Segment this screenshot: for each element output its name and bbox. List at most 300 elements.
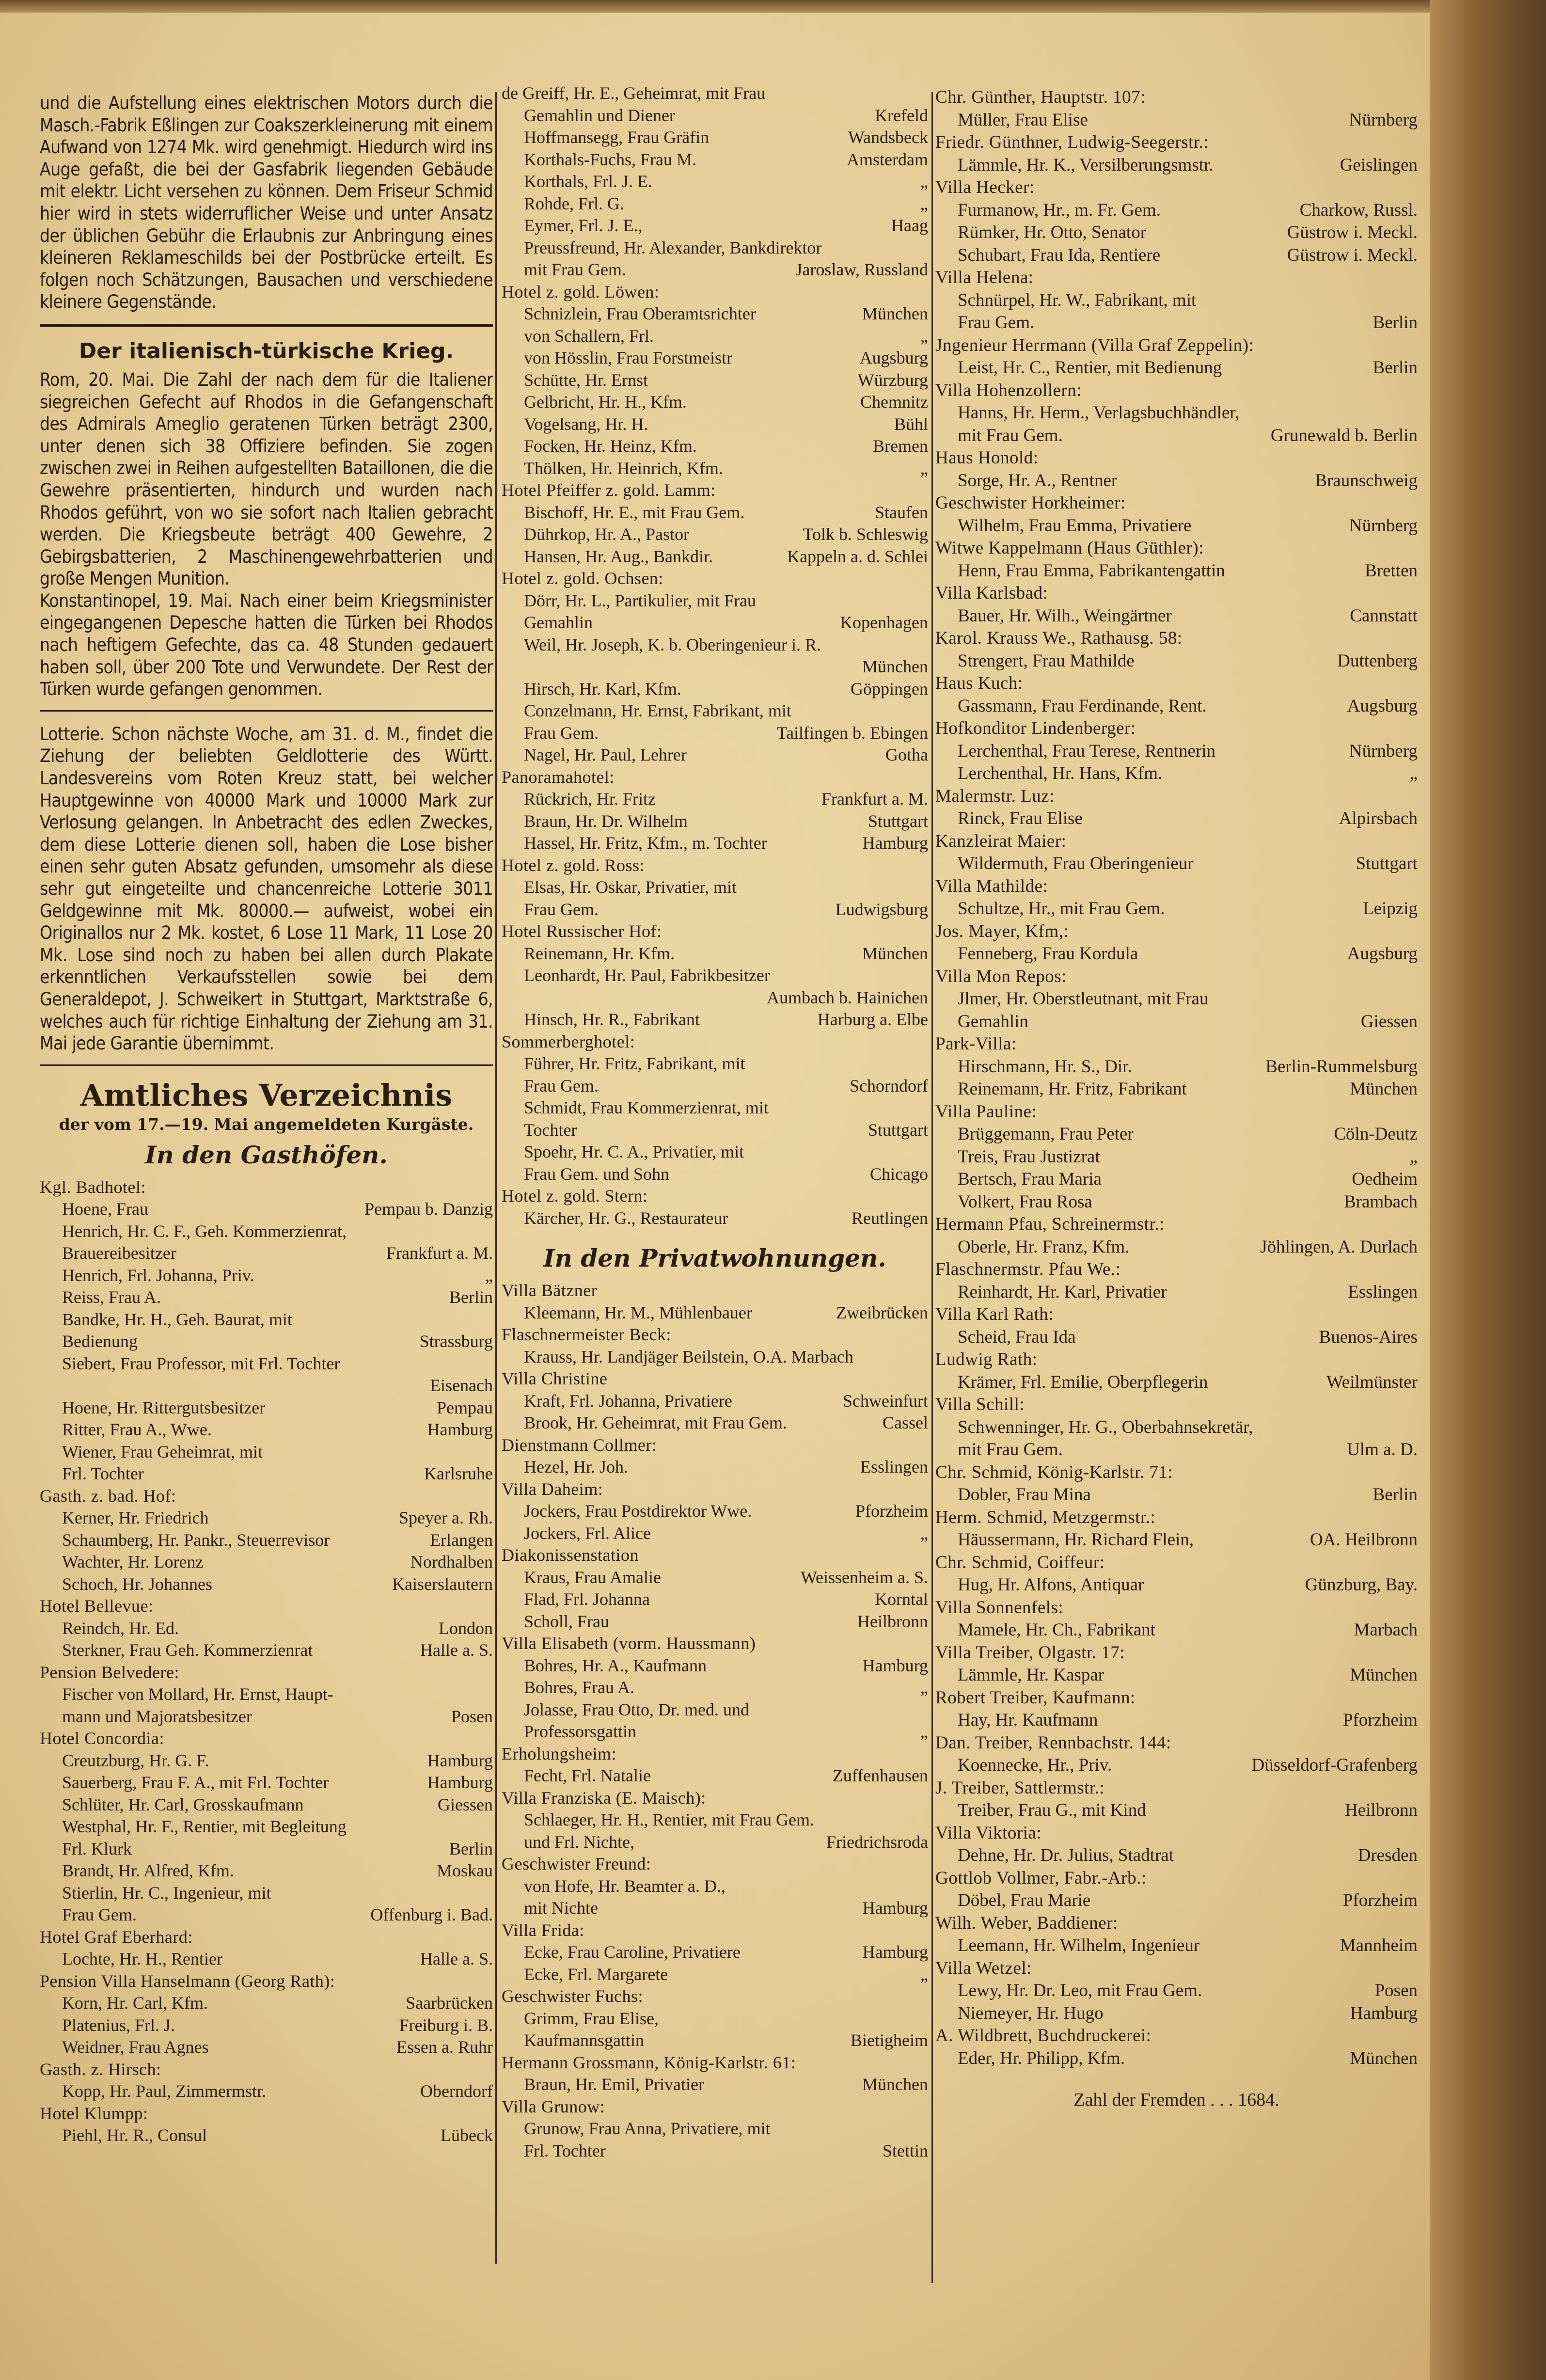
guest-entry <box>40 1860 493 1882</box>
guest-entry <box>502 1456 928 1478</box>
guest-entry <box>935 1281 1418 1304</box>
total-visitors: Zahl der Fremden . . . 1684. <box>1073 2090 1279 2110</box>
guest-hometown: Pempau <box>437 1397 493 1417</box>
guest-entry <box>935 1146 1418 1169</box>
guest-entry <box>935 222 1418 244</box>
guest-name: Braun, Hr. Emil, Privatier <box>524 2075 704 2094</box>
guest-entry <box>502 612 928 634</box>
guest-name: Treis, Frau Justizrat <box>958 1146 1100 1167</box>
guest-hometown: Berlin <box>1372 313 1418 333</box>
guest-hometown <box>1411 1416 1418 1439</box>
guest-entry <box>502 1588 928 1611</box>
guest-name: Bohres, Frau A. <box>524 1678 634 1697</box>
guest-entry <box>502 590 928 612</box>
guest-hometown: Pforzheim <box>1342 1890 1418 1910</box>
guest-name: Krämer, Frl. Emilie, Oberpflegerin <box>958 1372 1208 1392</box>
guest-entry <box>40 1772 493 1794</box>
guest-name: Korthals, Frl. J. E. <box>524 172 652 191</box>
guest-entry <box>40 1618 493 1640</box>
column-left <box>40 92 493 2147</box>
guest-hometown: Berlin <box>449 1287 493 1307</box>
guest-hometown: Reutlingen <box>852 1208 928 1228</box>
lodging-heading: Villa Hohenzollern: <box>935 380 1082 400</box>
guest-entry <box>502 1346 928 1368</box>
lodging-heading: Hotel Russischer Hof: <box>502 921 662 941</box>
guest-name: Korn, Hr. Carl, Kfm. <box>62 1993 208 2013</box>
guest-hometown: Marbach <box>1354 1620 1418 1640</box>
guest-name: Rückrich, Hr. Fritz <box>524 789 656 809</box>
lodging-heading: Geschwister Fuchs: <box>502 1986 643 2006</box>
guest-hometown: Dresden <box>1357 1845 1418 1865</box>
lodging-heading: Chr. Schmid, Coiffeur: <box>935 1552 1105 1572</box>
guest-entry <box>40 1397 493 1419</box>
guest-entry <box>502 259 928 281</box>
guest-entry <box>502 1611 928 1633</box>
guest-entry <box>935 1168 1418 1191</box>
guest-name: Döbel, Frau Marie <box>958 1890 1091 1910</box>
guest-entry <box>935 1416 1418 1439</box>
guest-name: Krauss, Hr. Landjäger Beilstein, O.A. Marbach <box>524 1347 853 1366</box>
guest-name: Volkert, Frau Rosa <box>958 1191 1092 1212</box>
guest-hometown: Esslingen <box>860 1457 928 1476</box>
guest-hometown: „ <box>920 326 928 346</box>
guest-name: Reinhardt, Hr. Karl, Privatier <box>958 1282 1167 1302</box>
lodging-heading: Villa Hecker: <box>935 177 1035 197</box>
guest-name: Professorsgattin <box>524 1722 636 1741</box>
column-middle <box>502 82 928 2162</box>
guest-name: Schlaeger, Hr. H., Rentier, mit Frau Gem. <box>524 1810 814 1829</box>
guest-hometown: Friedrichsroda <box>826 1832 928 1852</box>
guest-hometown: Offenburg i. Bad. <box>370 1905 493 1925</box>
lodging-heading: Hotel z. gold. Stern: <box>502 1186 648 1206</box>
lodging-heading: J. Treiber, Sattlermstr.: <box>935 1777 1105 1798</box>
guest-entry <box>502 2118 928 2140</box>
guest-name: Henn, Frau Emma, Fabrikantengattin <box>958 560 1225 581</box>
guest-name: Frl. Tochter <box>524 2141 606 2160</box>
guest-name: Frl. Klurk <box>62 1839 132 1858</box>
guest-name: Bauer, Hr. Wilh., Weingärtner <box>958 605 1172 626</box>
guest-hometown: Grunewald b. Berlin <box>1270 425 1418 445</box>
guest-hometown: Haag <box>891 216 928 235</box>
amtliches-verzeichnis-title: Amtliches Verzeichnis <box>80 1077 453 1113</box>
guest-hometown: „ <box>920 172 928 191</box>
guest-name: Hoene, Frau <box>62 1199 148 1219</box>
guest-name: Hassel, Hr. Fritz, Kfm., m. Tochter <box>524 833 767 853</box>
guest-name: Frau Gem. und Sohn <box>524 1164 669 1184</box>
guest-entry <box>40 1904 493 1926</box>
guest-entry <box>502 2030 928 2052</box>
guest-entry <box>502 413 928 436</box>
guest-name: Reiss, Frau A. <box>62 1287 161 1307</box>
guest-name: Lämmle, Hr. Kaspar <box>958 1665 1104 1685</box>
guest-entry <box>40 1948 493 1970</box>
guest-entry <box>40 1375 493 1397</box>
guest-entry <box>502 1567 928 1589</box>
guest-name: Ecke, Frl. Margarete <box>524 1964 668 1984</box>
guest-name: Hanns, Hr. Herm., Verlagsbuchhändler, <box>958 403 1240 423</box>
lodging-heading: Hotel z. gold. Ochsen: <box>502 569 663 588</box>
guest-hometown: München <box>1350 1665 1418 1685</box>
guest-entry <box>502 1765 928 1787</box>
guest-entry <box>935 1754 1418 1777</box>
section-privatwohnungen-heading: In den Privatwohnungen. <box>543 1244 886 1272</box>
guest-name: Henrich, Hr. C. F., Geh. Kommerzienrat, <box>62 1221 347 1241</box>
lodging-heading: Flaschnermstr. Pfau We.: <box>935 1259 1121 1279</box>
guest-hometown: Posen <box>1374 1981 1418 2000</box>
guest-hometown: Posen <box>451 1706 493 1726</box>
guest-name: mann und Majoratsbesitzer <box>62 1706 252 1726</box>
guest-name: Leemann, Hr. Wilhelm, Ingenieur <box>958 1936 1200 1955</box>
guest-hometown: Giessen <box>438 1794 493 1814</box>
guest-name: mit Frau Gem. <box>958 1440 1063 1460</box>
guest-hometown: Braunschweig <box>1315 470 1418 491</box>
guest-entry <box>502 325 928 348</box>
guest-name: Schoch, Hr. Johannes <box>62 1574 212 1594</box>
guest-hometown: Halle a. S. <box>420 1640 493 1660</box>
guest-hometown: Eisenach <box>430 1376 493 1396</box>
guest-hometown <box>921 700 928 722</box>
lodging-heading: Villa Christine <box>502 1369 608 1388</box>
guest-hometown: Geislingen <box>1340 155 1418 175</box>
guest-entry <box>935 695 1418 718</box>
guest-hometown: Düsseldorf-Grafenberg <box>1251 1755 1418 1775</box>
amtliches-verzeichnis-subtitle: der vom 17.—19. Mai angemeldeten Kurgäste. <box>59 1114 474 1134</box>
guest-entry <box>935 244 1418 267</box>
guest-name: Siebert, Frau Professor, mit Frl. Tochter <box>62 1353 340 1373</box>
guest-entry <box>502 1163 928 1186</box>
guest-name: Müller, Frau Elise <box>958 110 1088 130</box>
guest-hometown: Gotha <box>885 745 928 764</box>
guest-list-privat-part1 <box>502 1280 928 2162</box>
guest-hometown <box>921 1346 928 1368</box>
lodging-heading: Villa Elisabeth (vorm. Haussmann) <box>502 1634 756 1653</box>
guest-hometown: München <box>862 657 928 676</box>
guest-hometown <box>1411 402 1418 425</box>
guest-entry <box>502 1721 928 1743</box>
guest-entry <box>502 678 928 700</box>
guest-name: Hansen, Hr. Aug., Bankdir. <box>524 546 713 566</box>
guest-entry <box>40 1750 493 1772</box>
guest-entry <box>935 650 1418 673</box>
guest-entry <box>935 1529 1418 1552</box>
guest-name: Brook, Hr. Geheimrat, mit Frau Gem. <box>524 1413 787 1432</box>
lodging-heading: Karol. Krauss We., Rathausg. 58: <box>935 628 1183 648</box>
guest-hometown: Cannstatt <box>1350 605 1418 626</box>
guest-hometown <box>921 1875 928 1898</box>
guest-entry <box>935 1889 1418 1912</box>
guest-name: Bandke, Hr. H., Geh. Baurat, mit <box>62 1309 292 1329</box>
guest-hometown: Mannheim <box>1340 1936 1418 1955</box>
lodging-heading: A. Wildbrett, Buchdruckerei: <box>935 2026 1152 2046</box>
guest-entry <box>40 1992 493 2015</box>
guest-entry <box>502 1941 928 1964</box>
guest-entry <box>502 744 928 766</box>
guest-name: von Hösslin, Frau Forstmeistr <box>524 348 733 367</box>
guest-hometown: Oedheim <box>1352 1169 1418 1189</box>
guest-entry <box>935 425 1418 447</box>
guest-name: Wilhelm, Frau Emma, Privatiere <box>958 515 1192 536</box>
guest-name: Jockers, Frau Postdirektor Wwe. <box>524 1501 752 1521</box>
column-rule <box>931 92 933 2283</box>
guest-hometown: Erlangen <box>430 1530 493 1550</box>
guest-entry <box>40 2080 493 2103</box>
guest-name: Schaumberg, Hr. Pankr., Steuerrevisor <box>62 1530 330 1550</box>
guest-hometown: Jöhlingen, A. Durlach <box>1260 1237 1418 1257</box>
guest-entry <box>40 1507 493 1529</box>
guest-hometown: „ <box>920 1678 928 1697</box>
guest-entry <box>502 1075 928 1097</box>
guest-entry <box>502 105 928 127</box>
lodging-heading: Villa Wetzel: <box>935 1958 1032 1978</box>
guest-name: Frau Gem. <box>62 1905 137 1925</box>
guest-hometown: Berlin <box>449 1839 493 1858</box>
guest-entry <box>40 1683 493 1706</box>
lodging-heading: Villa Viktoria: <box>935 1823 1042 1843</box>
lodging-heading: Friedr. Günthner, Ludwig-Seegerstr.: <box>935 132 1209 152</box>
guest-hometown: Buenos-Aires <box>1319 1327 1418 1347</box>
guest-name: Frau Gem. <box>524 899 599 919</box>
lodging-heading: Jos. Mayer, Kfm,: <box>935 921 1069 941</box>
guest-name: Schnizlein, Frau Oberamtsrichter <box>524 304 756 323</box>
guest-name: Braun, Hr. Dr. Wilhelm <box>524 811 688 831</box>
guest-name: Piehl, Hr. R., Consul <box>62 2126 207 2145</box>
lodging-heading: Dan. Treiber, Rennbachstr. 144: <box>935 1732 1171 1753</box>
guest-entry <box>502 237 928 259</box>
guest-name: Brüggemann, Frau Peter <box>958 1124 1134 1144</box>
guest-entry <box>502 1500 928 1523</box>
guest-hometown: Harburg a. Elbe <box>817 1010 928 1029</box>
guest-hometown <box>486 1353 493 1375</box>
guest-hometown: Schweinfurt <box>843 1391 928 1411</box>
guest-hometown: Hamburg <box>862 833 928 853</box>
guest-entry <box>935 1664 1418 1687</box>
war-heading: Der italienisch-türkische Krieg. <box>79 338 454 364</box>
guest-hometown: Chemnitz <box>860 392 928 412</box>
guest-name: Grimm, Frau Elise, <box>524 2008 659 2028</box>
guest-name: und Frl. Nichte, <box>524 1832 634 1852</box>
guest-hometown: Aumbach b. Hainichen <box>767 987 928 1007</box>
guest-entry <box>502 347 928 369</box>
guest-entry <box>935 1709 1418 1732</box>
divider-rule <box>40 1064 493 1066</box>
lodging-heading: Jngenieur Herrmann (Villa Graf Zeppelin): <box>935 335 1254 355</box>
guest-name: Schwenninger, Hr. G., Oberbahnsekretär, <box>958 1417 1253 1437</box>
guest-entry <box>40 1221 493 1243</box>
guest-name: Dührkop, Hr. A., Pastor <box>524 524 689 544</box>
guest-hometown: Alpirsbach <box>1339 809 1418 828</box>
guest-name: Lerchenthal, Frau Terese, Rentnerin <box>958 741 1215 761</box>
divider-rule <box>40 710 493 712</box>
guest-entry <box>935 762 1418 785</box>
guest-entry <box>40 1242 493 1265</box>
guest-hometown: Nürnberg <box>1349 515 1418 536</box>
guest-entry <box>40 1794 493 1816</box>
lodging-heading: Hotel z. gold. Löwen: <box>502 282 660 301</box>
guest-entry <box>935 988 1418 1011</box>
guest-entry <box>502 832 928 855</box>
guest-hometown: Ludwigsburg <box>835 899 928 919</box>
guest-hometown: „ <box>485 1265 493 1285</box>
guest-name: Rümker, Hr. Otto, Senator <box>958 222 1147 242</box>
guest-name: mit Frau Gem. <box>524 260 626 279</box>
guest-entry <box>502 656 928 678</box>
guest-hometown: Kaiserslautern <box>392 1574 493 1594</box>
guest-hometown: Strassburg <box>419 1332 493 1351</box>
guest-entry <box>40 1882 493 1904</box>
guest-name: Schultze, Hr., mit Frau Gem. <box>958 899 1165 919</box>
guest-hometown: „ <box>920 1523 928 1543</box>
guest-name: Ritter, Frau A., Wwe. <box>62 1420 212 1440</box>
guest-hometown: Oberndorf <box>420 2081 493 2101</box>
guest-name: Kleemann, Hr. M., Mühlenbauer <box>524 1302 752 1322</box>
guest-hometown: Saarbrücken <box>406 1993 493 2013</box>
guest-name: Gemahlin <box>958 1011 1028 1031</box>
war-article-rome: Rom, 20. Mai. Die Zahl der nach dem für die Italiener siegreichen Gefecht auf Rhodos in die Gefangenschaft des Admirals Ameglio geratenen Türken beträgt 2300, unter denen sich 38 Offiziere befinden. Sie zogen zwischen zwei in Reihen aufgestellten Bataillonen, die die Gewehre präsentierten, hindurch und wurden nach Rhodos geführt, von wo sie sofort nach Italien gebracht werden. Die Kriegsbeute beträgt 400 Gewehre, 2 Gebirgsbatterien, 2 Maschinengewehrbatterien und große Mengen Munition. <box>40 369 493 589</box>
guest-hometown: München <box>862 2075 928 2094</box>
guest-name: Dörr, Hr. L., Partikulier, mit Frau <box>524 590 757 610</box>
guest-entry <box>502 722 928 745</box>
guest-hometown: Bühl <box>894 414 928 434</box>
guest-name: Wachter, Hr. Lorenz <box>62 1552 204 1572</box>
guest-hometown: Bietigheim <box>851 2031 928 2050</box>
guest-entry <box>502 1875 928 1898</box>
guest-entry <box>935 2002 1418 2025</box>
guest-hometown: Nürnberg <box>1349 741 1418 761</box>
lodging-heading: Villa Grunow: <box>502 2096 605 2116</box>
guest-hometown: Würzburg <box>857 370 928 390</box>
guest-entry <box>502 127 928 149</box>
guest-hometown <box>921 237 928 259</box>
guest-entry <box>40 1838 493 1860</box>
guest-name: Wiener, Frau Geheimrat, mit <box>62 1442 263 1461</box>
guest-hometown: Nordhalben <box>410 1552 493 1572</box>
guest-name: Häussermann, Hr. Richard Flein, <box>958 1530 1194 1550</box>
guest-entry <box>502 1523 928 1545</box>
divider-rule <box>40 324 493 327</box>
lodging-heading: Panoramahotel: <box>502 767 615 787</box>
guest-hometown: Brambach <box>1343 1191 1418 1212</box>
guest-name: Fecht, Frl. Natalie <box>524 1766 651 1785</box>
guest-entry <box>935 1799 1418 1822</box>
guest-entry <box>502 1302 928 1324</box>
guest-entry <box>502 899 928 921</box>
guest-name: von Schallern, Frl. <box>524 326 654 346</box>
guest-entry <box>935 402 1418 425</box>
lodging-heading: Ludwig Rath: <box>935 1349 1038 1369</box>
lodging-heading: Hotel Pfeiffer z. gold. Lamm: <box>502 480 716 500</box>
guest-entry <box>40 1529 493 1552</box>
guest-entry <box>502 1677 928 1699</box>
guest-name: Jlmer, Hr. Oberstleutnant, mit Frau <box>958 989 1209 1009</box>
lodging-heading: Haus Honold: <box>935 448 1039 468</box>
lotterie-article: Lotterie. Schon nächste Woche, am 31. d. M., findet die Ziehung der beliebten Geldlotterie des Württ. Landesvereins vom Roten Kreuz statt, bei welcher Hauptgewinne von 40000 Mark und 10000 Mark zur Verlosung gelangen. In Anbetracht des edlen Zweckes, dem diese Lotterie dienen soll, haben die Lose bisher einen sehr guten Absatz gefunden, umsomehr als diese sehr gut eingeteilte und chancenreiche Lotterie 3011 Geldgewinne mit Mk. 80000.— aufweist, wobei ein Originallos nur 2 Mk. kostet, 6 Lose 11 Mark, 11 Lose 20 Mk. Lose sind noch zu haben bei allen durch Plakate erkenntlichen Verkaufsstellen sowie bei dem Generaldepot, J. Schweikert in Stuttgart, Marktstraße 6, welches auch für richtige Einhaltung der Ziehung am 31. Mai jede Garantie übernimmt. <box>40 723 493 1054</box>
guest-entry <box>502 1655 928 1677</box>
guest-entry <box>502 303 928 325</box>
guest-entry <box>502 193 928 215</box>
guest-entry <box>502 1809 928 1831</box>
guest-name: Sorge, Hr. A., Rentner <box>958 470 1118 491</box>
guest-entry <box>502 1141 928 1163</box>
guest-hometown: Stuttgart <box>868 811 928 831</box>
guest-hometown: Zweibrücken <box>836 1302 928 1322</box>
guest-name: Bischoff, Hr. E., mit Frau Gem. <box>524 502 745 522</box>
lodging-heading: Villa Sonnenfels: <box>935 1597 1064 1618</box>
lodging-heading: Park-Villa: <box>935 1034 1017 1054</box>
guest-entry <box>502 1009 928 1031</box>
guest-name: Leist, Hr. C., Rentier, mit Bedienung <box>958 358 1222 378</box>
lodging-heading: Pension Belvedere: <box>40 1662 179 1682</box>
guest-name: Hezel, Hr. Joh. <box>524 1457 628 1476</box>
guest-entry <box>935 1935 1418 1957</box>
lodging-heading: Villa Bätzner <box>502 1281 598 1300</box>
guest-hometown: Stettin <box>882 2141 928 2160</box>
guest-name: Schnürpel, Hr. W., Fabrikant, mit <box>958 290 1197 310</box>
guest-entry <box>935 1236 1418 1259</box>
lodging-heading: Villa Karlsbad: <box>935 583 1048 603</box>
guest-entry <box>935 1123 1418 1146</box>
guest-entry <box>502 458 928 480</box>
guest-entry <box>935 853 1418 875</box>
guest-hometown <box>921 1097 928 1119</box>
guest-entry <box>40 1265 493 1287</box>
book-spine <box>1430 0 1546 2380</box>
guest-hometown: Moskau <box>437 1861 493 1881</box>
lodging-heading: Chr. Schmid, König-Karlstr. 71: <box>935 1462 1173 1482</box>
guest-name: Wildermuth, Frau Oberingenieur <box>958 854 1194 873</box>
guest-entry <box>502 1119 928 1142</box>
guest-name: von Hofe, Hr. Beamter a. D., <box>524 1876 726 1896</box>
guest-name: Bohres, Hr. A., Kaufmann <box>524 1655 707 1675</box>
lodging-heading: Kgl. Badhotel: <box>40 1177 146 1197</box>
guest-hometown: Staufen <box>875 502 928 522</box>
guest-name: Kerner, Hr. Friedrich <box>62 1508 209 1528</box>
guest-hometown <box>921 965 928 987</box>
guest-entry <box>502 965 928 987</box>
guest-name: Dobler, Frau Mina <box>958 1485 1091 1505</box>
guest-name: Fischer von Mollard, Hr. Ernst, Haupt- <box>62 1684 333 1704</box>
lodging-heading: Herm. Schmid, Metzgermstr.: <box>935 1507 1156 1527</box>
guest-name: mit Nichte <box>524 1898 598 1918</box>
guest-hometown: Stuttgart <box>868 1120 928 1140</box>
guest-hometown: „ <box>920 458 928 478</box>
guest-entry <box>502 1097 928 1119</box>
guest-name: Korthals-Fuchs, Frau M. <box>524 149 696 169</box>
guest-name: Hirsch, Hr. Karl, Kfm. <box>524 679 681 698</box>
guest-hometown: Berlin <box>1372 358 1418 378</box>
guest-entry <box>502 391 928 413</box>
guest-hometown: Hamburg <box>427 1773 493 1793</box>
guest-name: Kaufmannsgattin <box>524 2031 644 2050</box>
guest-entry <box>502 1964 928 1986</box>
guest-hometown: Augsburg <box>1347 944 1418 964</box>
guest-list-privat-part2 <box>935 86 1418 2070</box>
lodging-heading: Gasth. z. Hirsch: <box>40 2059 161 2079</box>
guest-name: Hirschmann, Hr. S., Dir. <box>958 1056 1132 1077</box>
guest-hometown: OA. Heilbronn <box>1310 1530 1418 1550</box>
lodging-heading: Hermann Pfau, Schreinermstr.: <box>935 1214 1165 1234</box>
guest-name: Brandt, Hr. Alfred, Kfm. <box>62 1861 234 1881</box>
guest-entry <box>502 215 928 237</box>
lodging-heading: Pension Villa Hanselmann (Georg Rath): <box>40 1971 335 1991</box>
guest-hometown: Leipzig <box>1362 899 1418 919</box>
lodging-heading: Hotel z. gold. Ross: <box>502 855 645 875</box>
lodging-heading: Hotel Graf Eberhard: <box>40 1927 193 1947</box>
lodging-heading: Sommerberghotel: <box>502 1031 635 1051</box>
guest-hometown: Hamburg <box>427 1420 493 1440</box>
guest-name: Reindch, Hr. Ed. <box>62 1618 179 1638</box>
guest-name: Flad, Frl. Johanna <box>524 1589 650 1609</box>
lodging-heading: Geschwister Horkheimer: <box>935 493 1126 513</box>
